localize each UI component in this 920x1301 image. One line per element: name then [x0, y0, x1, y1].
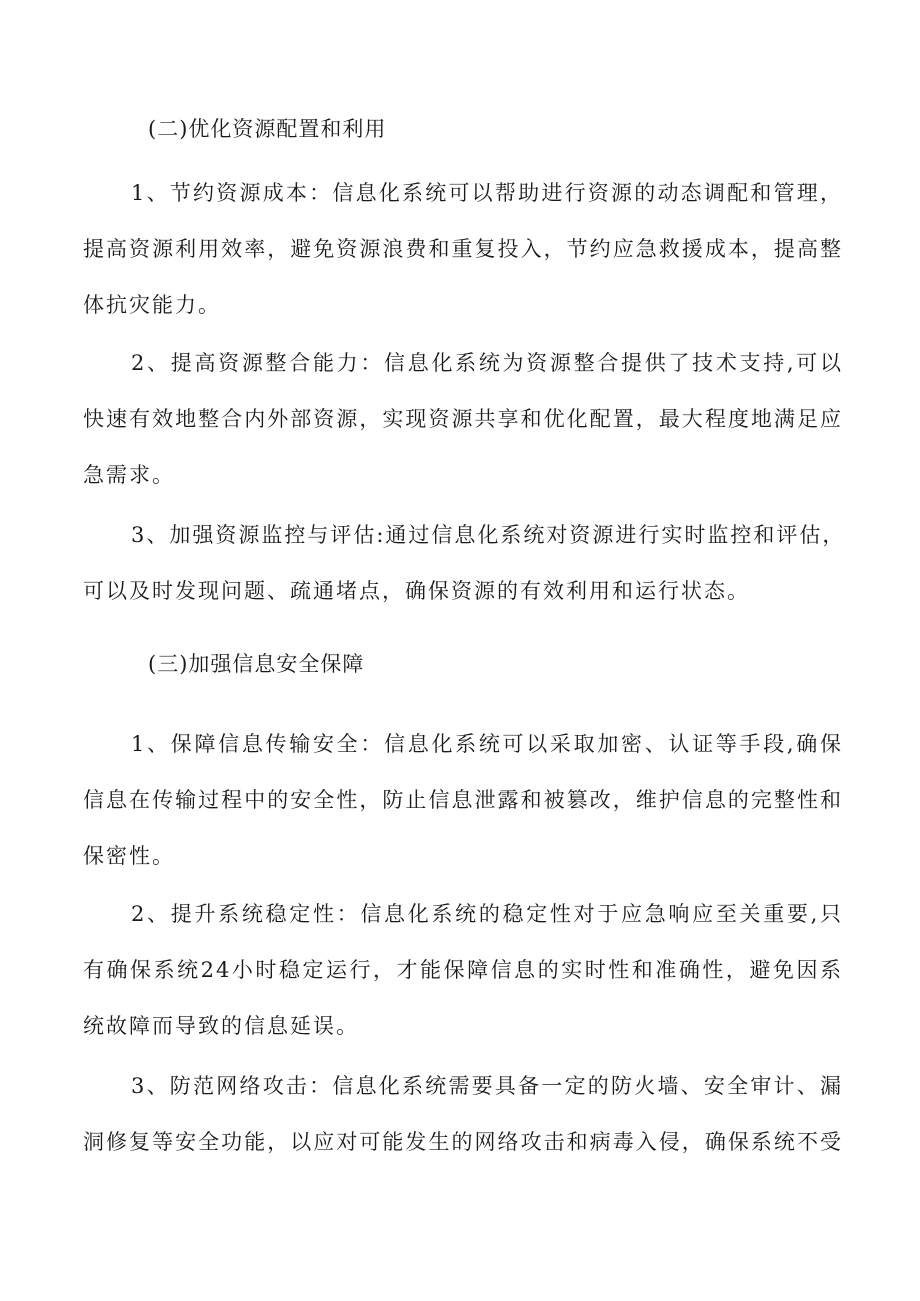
paragraph-line: 3、防范网络攻击：信息化系统需要具备一定的防火墙、安全审计、漏	[131, 1074, 843, 1098]
paragraph-line: 急需求。	[83, 463, 175, 487]
paragraph-2-3	[83, 521, 846, 633]
paragraph-line: 快速有效地整合内外部资源，实现资源共享和优化配置，最大程度地满足应	[83, 407, 843, 431]
paragraph-3-3	[83, 1072, 843, 1184]
paragraph-line: 有确保系统24小时稳定运行，才能保障信息的实时性和准确性，避免因系	[83, 958, 843, 982]
paragraph-2-2	[83, 349, 843, 517]
paragraph-line: 洞修复等安全功能，以应对可能发生的网络攻击和病毒入侵，确保系统不受	[83, 1130, 843, 1154]
paragraph-3-2	[83, 900, 843, 1068]
paragraph-line: 统故障而导致的信息延误。	[83, 1014, 359, 1038]
paragraph-line: 信息在传输过程中的安全性，防止信息泄露和被篡改，维护信息的完整性和	[83, 788, 843, 812]
paragraph-2-1	[83, 179, 843, 347]
paragraph-3-1	[83, 730, 843, 898]
paragraph-line: 提高资源利用效率，避免资源浪费和重复投入，节约应急救援成本，提高整	[83, 237, 843, 261]
paragraph-line: 体抗灾能力。	[83, 293, 221, 317]
paragraph-line: 保密性。	[83, 844, 175, 868]
section-heading-2: (二)优化资源配置和利用	[148, 117, 387, 141]
paragraph-line: 1、保障信息传输安全：信息化系统可以采取加密、认证等手段,确保	[131, 732, 843, 756]
paragraph-line: 可以及时发现问题、疏通堵点，确保资源的有效利用和运行状态。	[83, 579, 750, 603]
paragraph-line: 3、加强资源监控与评估:通过信息化系统对资源进行实时监控和评估，	[131, 523, 846, 547]
paragraph-line: 2、提高资源整合能力：信息化系统为资源整合提供了技术支持,可以	[131, 351, 843, 375]
section-heading-3: (三)加强信息安全保障	[148, 652, 365, 676]
paragraph-line: 1、节约资源成本：信息化系统可以帮助进行资源的动态调配和管理，	[131, 181, 843, 205]
paragraph-line: 2、提升系统稳定性：信息化系统的稳定性对于应急响应至关重要,只	[131, 902, 843, 926]
